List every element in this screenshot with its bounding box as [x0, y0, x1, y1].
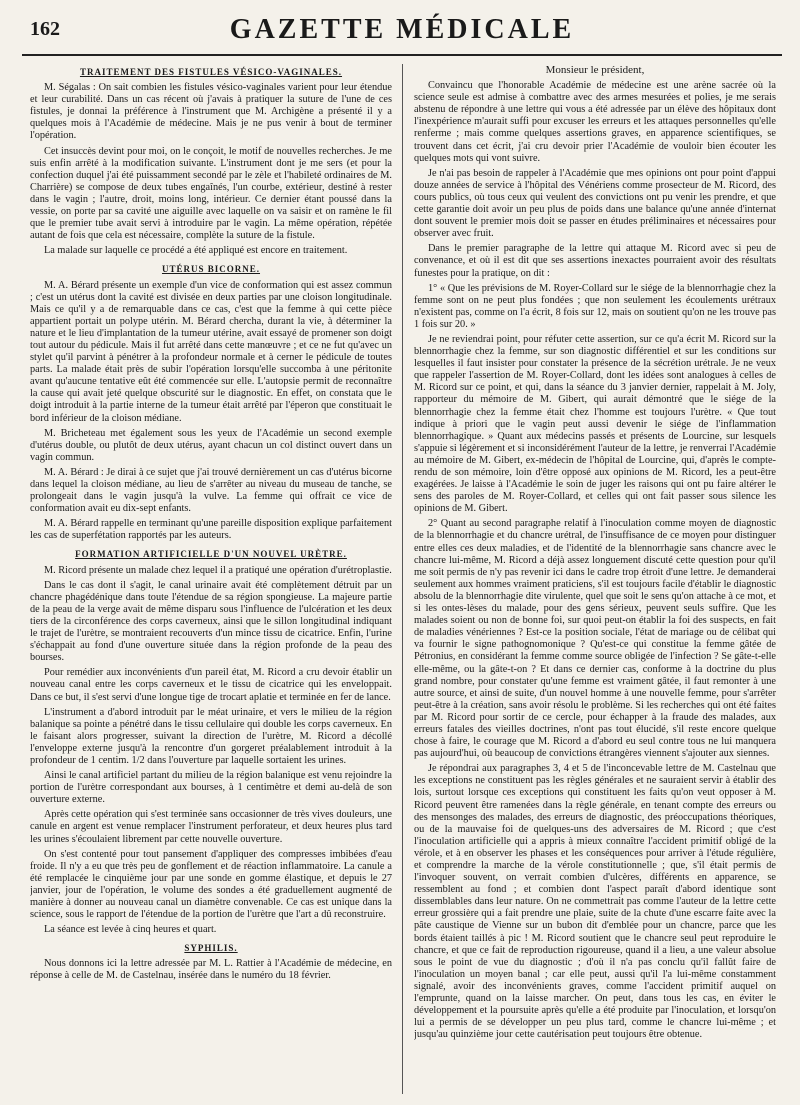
paragraph: Nous donnons ici la lettre adressée par M. L. Rattier à l'Académie de médecine, en réponse à celle de M. de Castelnau, insérée dans le numéro du 18 février.	[30, 958, 392, 982]
paragraph: 2° Quant au second paragraphe relatif à l'inoculation comme moyen de diagnostic de la blennorrhagie et du chancre urétral, de l'insuffisance de ce moyen pour distinguer entre elles ces deux maladies, et de l'identité de la blennorrhagie sans chancre avec le chancre lui-même, M. Ricord a déjà assez longuement discuté cette question pour qu'il me soit permis de n'y pas revenir ici dans le cadre trop étroit d'une lettre. Je demanderai seulement aux hommes vraiment praticiens, s'il est toujours facile d'établir le diagnostic absolu de la blennorrhagie dite virulente, quel que soit le sens qu'on attache à ce mot, et si les ontes-lèses du malade, pour des gens sérieux, peuvent seuls suffire. Que les malades soient ou non de bonne foi, sur quoi peut-on établir la foi des suspects, en fait de maladies vénériennes ? Est-ce la position sociale, l'état de mariage ou de célibat qui va fournir le signe pathognomonique ? Qu'est-ce qui constitue la femme gâtée de Pétronius, en considérant la femme comme source obligée de l'infection ? Se gâte-t-elle elle-même, ou la gâte-t-on ? Et dans ce dernier cas, conforme à la doctrine du plus grand nombre, pour constater qu'une femme est vraiment gâtée, il faut remonter à une autre source, et ainsi de suite, d'un nouvel homme à une nouvelle femme, pour s'arrêter peut-être à la création, sans avoir résolu le problème. Si les recherches qui ont été faites par M. Ricord pour sortir de ce cercle, pour échapper à la fraude des malades, aux erreurs fatales des vieilles doctrines, n'ont pas tout élucidé, s'il reste encore quelque chose à faire, le courage que M. Ricord a d'abord eu seul contre tous ne lui manquera pas aujourd'hui, où beaucoup de convictions étrangères viennent s'ajouter aux siennes.	[414, 518, 776, 760]
page-number: 162	[30, 18, 60, 40]
letter-salutation: Monsieur le président,	[545, 64, 645, 76]
paragraph: Je ne reviendrai point, pour réfuter cette assertion, sur ce qu'a écrit M. Ricord sur la blennorrhagie chez la femme, sur son diagnostic différentiel et sur les conditions sur lesquelles il faut insister pour constater la présence de la sécrétion urétrale. Je ne veux que rappeler l'assertion de M. Royer-Collard, dont les idées sont analogues à celles de M. Ricord sur ce point, et qui, dans la séance du 3 janvier dernier, rappelait à M. Joly, rapporteur du mémoire de M. Gibert, qui aurait démontré que le siége de la blennorrhagie chez la femme était chez l'homme est toujours l'urètre. « Que tout indique à priori que le vagin peut aussi devenir le siége de l'inflammation blennorrhagique. » Quant aux médecins passés et présents de Lourcine, sur lesquels s'appuie si légèrement et si inconsidérément l'auteur de la lettre, je renverrai l'Académie au mémoire de M. Gibert, ex-médecin de l'hôpital de Lourcine, qui, d'après le compte-rendu de son mémoire, loin d'être opposé aux opinions de M. Ricord, les a peut-être exagérées. Je laisse à l'Académie le soin de juger les raisons qui ont pu faire altérer le sens des paroles de M. Royer-Collard, et celles qui ont fait passer sous silence les opinions de M. Gibert.	[414, 333, 776, 515]
section-title-uterus: UTÉRUS BICORNE.	[161, 264, 261, 275]
paragraph: M. A. Bérard présente un exemple d'un vice de conformation qui est assez commun ; c'est un utérus dont la cavité est divisée en deux parties par une cloison longitudinale. Mais ce qu'il y a de remarquable dans ce cas, c'est que la femme à qui cette pièce appartient portait un polype utérin. M. Bérard chercha, durant la vie, à déterminer la nature et le lieu d'implantation de la tumeur utérine, avait essayé de promener son doigt tout autour du pédicule. Mais il fut arrêté dans cette manœuvre ; et ce ne fut qu'avec un stylet qu'il parvint à pénétrer à la profondeur normale et à cerner le pédicule de toutes parts. La malade était près de subir l'opération lorsqu'elle succomba à une péritonite avant qu'aucune tentative eût été commencée sur elle. L'autopsie permit de reconnaître la cause qui avait jeté quelque obscurité sur le diagnostic. En effet, on constata que le doigt introduit à la partie interne de la tumeur était arrêté par l'éperon que constituait le bord inférieur de la cloison médiane.	[30, 279, 392, 424]
paragraph: Convaincu que l'honorable Académie de médecine est une arène sacrée où la science seule est admise à combattre avec des armes mesurées et polies, je me serais abstenu de répondre à une lettre qui vous a été adressée par un élève des hôpitaux dont l'inexpérience m'aurait suffi pour excuser les erreurs et les attaques personnelles qu'elle renferme ; mais comme quelques assertions graves, en apparence scientifiques, se trouvent dans cet écrit, j'ai cru devoir prier l'Académie de vouloir bien écouter les quelques mots qui vont suivre.	[414, 80, 776, 164]
section-title-syphilis: SYPHILIS.	[184, 943, 238, 954]
paragraph: La séance est levée à cinq heures et quart.	[44, 924, 217, 936]
paragraph: M. A. Bérard : Je dirai à ce sujet que j'ai trouvé dernièrement un cas d'utérus bicorne dans lequel la cloison médiane, au lieu de s'arrêter au niveau du museau de tanche, se prolongeait dans le vagin jusqu'à la vulve. La femme qui offrait ce vice de conformation avait eu dix-sept enfants.	[30, 466, 392, 515]
paragraph: M. Bricheteau met également sous les yeux de l'Académie un second exemple d'utérus double, ou plutôt de deux utérus, ayant chacun un col distinct ouvert dans un vagin commun.	[30, 427, 392, 463]
paragraph: Après cette opération qui s'est terminée sans occasionner de très vives douleurs, une canule en argent est venue remplacer l'instrument perforateur, et deux heures plus tard les urines s'écoulaient librement par cette nouvelle ouverture.	[30, 809, 392, 845]
paragraph: M. A. Bérard rappelle en terminant qu'une pareille disposition explique parfaitement les cas de superfétation rapportés par les auteurs.	[30, 518, 392, 542]
paragraph: M. Ricord présente un malade chez lequel il a pratiqué une opération d'urétroplastie.	[44, 564, 392, 576]
paragraph: Je n'ai pas besoin de rappeler à l'Académie que mes opinions ont pour point d'appui douze années de service à l'hôpital des Vénériens comme prosecteur de M. Ricord, des cours publics, où tous ceux qui veulent des convictions ont pu venir les prendre, et que cette garantie doit avoir un peu plus de poids dans une balance qu'une année d'internat dont souvent le premier mois doit se passer en études préliminaires et nécessaires pour observer avec fruit.	[414, 167, 776, 240]
section-title-uretre: FORMATION ARTIFICIELLE D'UN NOUVEL URÈTRE.	[75, 549, 347, 560]
section-title-fistules: TRAITEMENT DES FISTULES VÉSICO-VAGINALES.	[79, 67, 343, 77]
article-columns	[22, 64, 782, 1094]
paragraph: Dans le cas dont il s'agit, le canal urinaire avait été complètement détruit par un chancre phagédénique dans toute l'étendue de sa région spongieuse. La majeure partie de la peau de la verge avait de même disparu sous l'influence de l'ulcération et les deux tiers de la circonférence des corps caverneux, ainsi que le sillon longitudinal indiquant le trajet de l'urètre, se montraient recouverts d'un mince tissu de cicatrice. Enfin, l'urine s'échappait au fond d'une ouverture située dans la région profonde de la peau des bourses.	[30, 579, 392, 664]
journal-title: GAZETTE MÉDICALE	[229, 14, 575, 45]
paragraph: On s'est contenté pour tout pansement d'appliquer des compresses imbibées d'eau froide. Il n'y a eu que très peu de gonflement et de réaction inflammatoire. La canule a été remplacée le cinquième jour par une sonde en gomme élastique, et depuis le 27 janvier, jour de l'opération, le volume des sondes a été graduellement augmenté de manière à donner au nouveau canal un diamètre convenable. Ce cas est unique dans la science, sous le rapport de l'étendue de la portion de l'urètre que l'art a dû reconstruire.	[30, 848, 392, 921]
paragraph: 1° « Que les prévisions de M. Royer-Collard sur le siége de la blennorrhagie chez la femme sont on ne peut plus fondées ; que non seulement les écoulements urétraux n'existent pas, comme on l'a écrit, 8 fois sur 12, mais on soutient qu'on ne les trouve pas 1 fois sur 20. »	[414, 282, 776, 330]
newspaper-page	[22, 8, 782, 1098]
paragraph: Dans le premier paragraphe de la lettre qui attaque M. Ricord avec si peu de convenance, et où il est dit que ses assertions inexactes pourraient avoir des résultats funestes pour la pratique, on dit :	[414, 243, 776, 279]
column-divider	[402, 64, 403, 1094]
right-column	[414, 64, 776, 1094]
paragraph: Je répondrai aux paragraphes 3, 4 et 5 de l'inconcevable lettre de M. Castelnau que les exceptions ne constituent pas les règles générales et ne sauraient servir à établir des lois, surtout lorsque ces exceptions qui constituent les faits qu'on veut opposer à M. Ricord peuvent être ramenées dans la règle générale, en tenant compte des erreurs ou des mensonges des malades, des erreurs de diagnostic, des préoccupations théoriques, ou de la mauvaise foi de quelques-uns des adversaires de M. Ricord ; que c'est l'inoculation artificielle qui a appris à mieux connaître l'accident primitif obligé de la vérole, et à en observer les phases et les conséquences pour arriver à l'étude régulière, et comprendre la marche de la vérole constitutionnelle ; que, s'il était permis de l'invoquer souvent, on verrait combien d'ulcères, différents en apparence, se ressemblent au fond ; et combien dont l'aspect paraît d'abord identique sont dissemblables dans leur nature. On ne commettrait pas comme l'auteur de la lettre cette erreur grossière qui a fait prendre une plaie, suite de la chute d'une escarre faite avec la pâte caustique de Vienne sur un bubon dit d'emblée pour un chancre, parce que les bords étaient taillés à pic ! M. Ricord soutient que le chancre seul peut reproduire le chancre, et que ce fait de reproduction rigoureuse, quand il a lieu, a une valeur absolue sous le point de vue du diagnostic ; d'où il n'a pas conclu qu'il fallût faire de l'inoculation un moyen banal ; car elle peut, aussi qu'il l'a lui-même constamment signalé, avoir des inconvénients graves, comme l'accident primitif auquel on l'emprunte, quand on la laisse marcher. On peut, dans tous les cas, en éviter le développement et la poursuite après qu'elle a été produite par l'inoculation, et lorsqu'on lui a permis de se développer un peu plus tard, comme le chancre lui-même ; et jusqu'au quinzième jour cette cautérisation peut toujours être obtenue.	[414, 763, 776, 1041]
page-header	[22, 8, 782, 56]
paragraph: M. Ségalas : On sait combien les fistules vésico-vaginales varient pour leur étendue et leur curabilité. Dans un cas récent où j'avais à pratiquer la suture de l'une de ces fistules, je donnai la préférence à l'instrument que M. Archigène a présenté il y a quelques mois à l'Académie de médecine. Mais je ne pus venir à bout de terminer l'opération.	[30, 82, 392, 142]
paragraph: Cet insuccès devint pour moi, on le conçoit, le motif de nouvelles recherches. Je me suis enfin arrêté à la modification suivante. L'instrument dont je me sers (et pour la confection duquel j'ai été puissamment secondé par le zèle et l'habileté ordinaires de M. Charrière) se compose de deux tubes engaînés, l'un courbe, extérieur, destiné à rester dans le vagin ; l'autre, droit, moins long, intérieur. Ce dernier étant poussé dans la vessie, on porte par sa cavité une aiguille avec laquelle on va saisir et on ramène le fil que le premier tube avait servi à introduire par le vagin. La même opération, répétée autant de fois que cela est nécessaire, complète la suture de la fistule.	[30, 145, 392, 242]
paragraph: Ainsi le canal artificiel partant du milieu de la région balanique est venu rejoindre la portion de l'urètre correspondant aux bourses, à 1 centimètre et demi au-delà de son ouverture externe.	[30, 770, 392, 806]
paragraph: L'instrument a d'abord introduit par le méat urinaire, et vers le milieu de la région balanique sa pointe a pénétré dans le tissu cellulaire qui double les corps caverneux. En le faisant alors progresser, suivant la direction de l'urètre, M. Ricord a décollé l'enveloppe externe jusqu'à la rencontre d'un gorgeret préalablement introduit à la profondeur de 1 centim. 1/2 dans l'ouverture par laquelle sortaient les urines.	[30, 706, 392, 766]
paragraph: Pour remédier aux inconvénients d'un pareil état, M. Ricord a cru devoir établir un nouveau canal entre les corps caverneux et le tissu de cicatrice qui les enveloppait. Dans ce but, il s'est servi d'une longue tige de trocart aplatie et terminée en fer de lance.	[30, 667, 392, 703]
left-column	[30, 64, 392, 1094]
paragraph: La malade sur laquelle ce procédé a été appliqué est encore en traitement.	[44, 245, 348, 257]
